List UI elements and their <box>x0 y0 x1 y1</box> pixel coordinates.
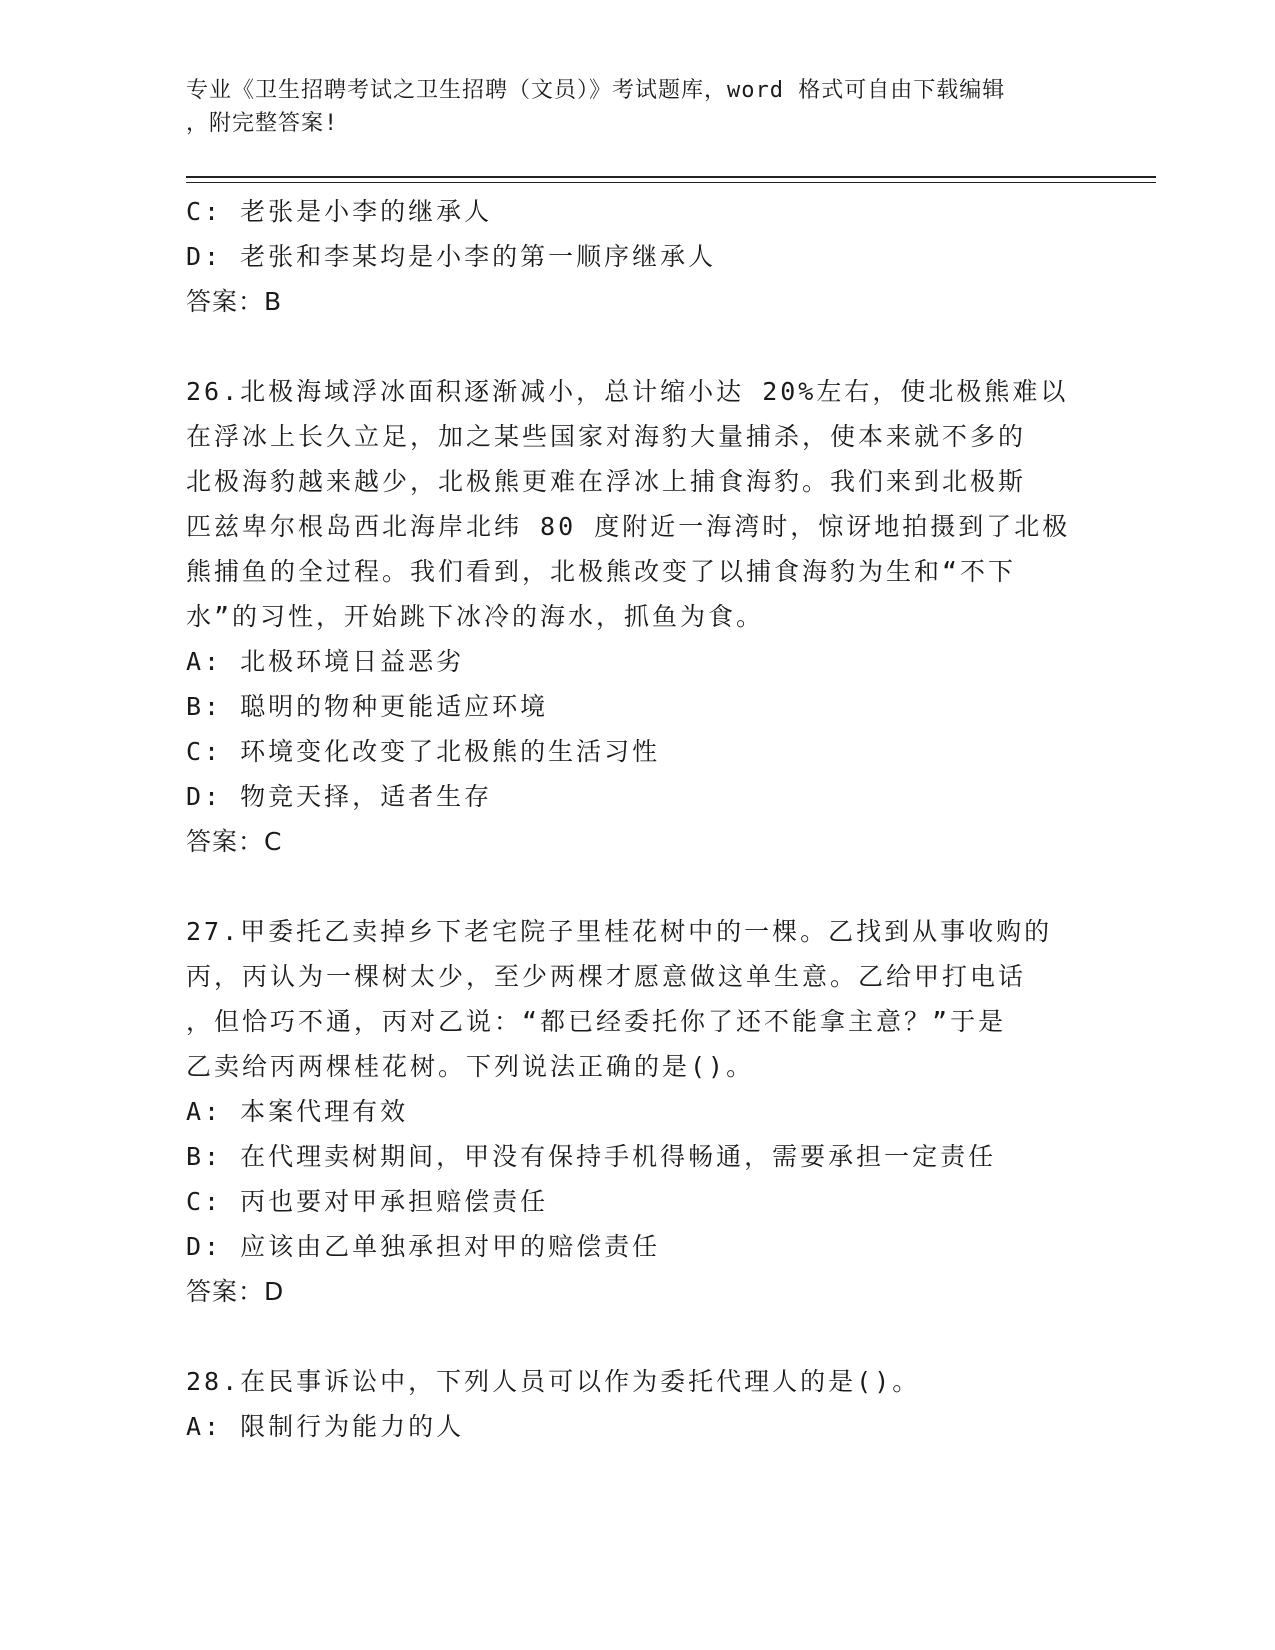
option-c: C: 环境变化改变了北极熊的生活习性 <box>186 737 661 766</box>
stem-line: 乙卖给丙两棵桂花树。下列说法正确的是()。 <box>186 1052 755 1081</box>
stem-line: 熊捕鱼的全过程。我们看到，北极熊改变了以捕食海豹为生和“不下 <box>186 557 1017 586</box>
stem-line: 27.甲委托乙卖掉乡下老宅院子里桂花树中的一棵。乙找到从事收购的 <box>186 917 1053 946</box>
question-stem <box>186 1359 1086 1404</box>
header-rule-thin <box>186 182 1156 183</box>
answer: 答案：B <box>186 287 283 316</box>
question-28 <box>186 1359 1086 1449</box>
question-stem <box>186 909 1086 1089</box>
stem-line: 28.在民事诉讼中，下列人员可以作为委托代理人的是()。 <box>186 1367 921 1396</box>
option-d: D: 应该由乙单独承担对甲的赔偿责任 <box>186 1232 661 1261</box>
option-b: B: 聪明的物种更能适应环境 <box>186 692 549 721</box>
option-b: B: 在代理卖树期间，甲没有保持手机得畅通，需要承担一定责任 <box>186 1142 997 1171</box>
question-stem <box>186 369 1086 639</box>
stem-line: 丙，丙认为一棵树太少，至少两棵才愿意做这单生意。乙给甲打电话 <box>186 962 1027 991</box>
stem-line: 北极海豹越来越少，北极熊更难在浮冰上捕食海豹。我们来到北极斯 <box>186 467 1027 496</box>
option-d: D: 老张和李某均是小李的第一顺序继承人 <box>186 242 717 271</box>
stem-line: ，但恰巧不通，丙对乙说：“都已经委托你了还不能拿主意？”于是 <box>186 1007 1007 1036</box>
option-c: C: 丙也要对甲承担赔偿责任 <box>186 1187 549 1216</box>
stem-line: 匹兹卑尔根岛西北海岸北纬 80 度附近一海湾时，惊讶地拍摄到了北极 <box>186 512 1071 541</box>
answer: 答案：D <box>186 1277 285 1306</box>
answer: 答案：C <box>186 827 283 856</box>
stem-line: 水”的习性，开始跳下冰冷的海水，抓鱼为食。 <box>186 602 765 631</box>
spacer <box>186 324 1086 369</box>
question-26 <box>186 369 1086 864</box>
option-d: D: 物竞天择，适者生存 <box>186 782 493 811</box>
header-rule-thick <box>186 176 1156 178</box>
spacer <box>186 1314 1086 1359</box>
question-content <box>186 189 1086 1449</box>
stem-line: 在浮冰上长久立足，加之某些国家对海豹大量捕杀，使本来就不多的 <box>186 422 1027 451</box>
option-a: A: 北极环境日益恶劣 <box>186 647 465 676</box>
page-header <box>186 74 1066 140</box>
option-c: C: 老张是小李的继承人 <box>186 197 493 226</box>
option-a: A: 限制行为能力的人 <box>186 1412 465 1441</box>
header-line-1: 专业《卫生招聘考试之卫生招聘（文员）》考试题库，word 格式可自由下载编辑 <box>186 78 1006 103</box>
spacer <box>186 864 1086 909</box>
question-27 <box>186 909 1086 1314</box>
header-line-2: ，附完整答案! <box>186 111 339 136</box>
stem-line: 26.北极海域浮冰面积逐渐减小，总计缩小达 20%左右，使北极熊难以 <box>186 377 1069 406</box>
question-25-tail <box>186 189 1086 324</box>
option-a: A: 本案代理有效 <box>186 1097 409 1126</box>
